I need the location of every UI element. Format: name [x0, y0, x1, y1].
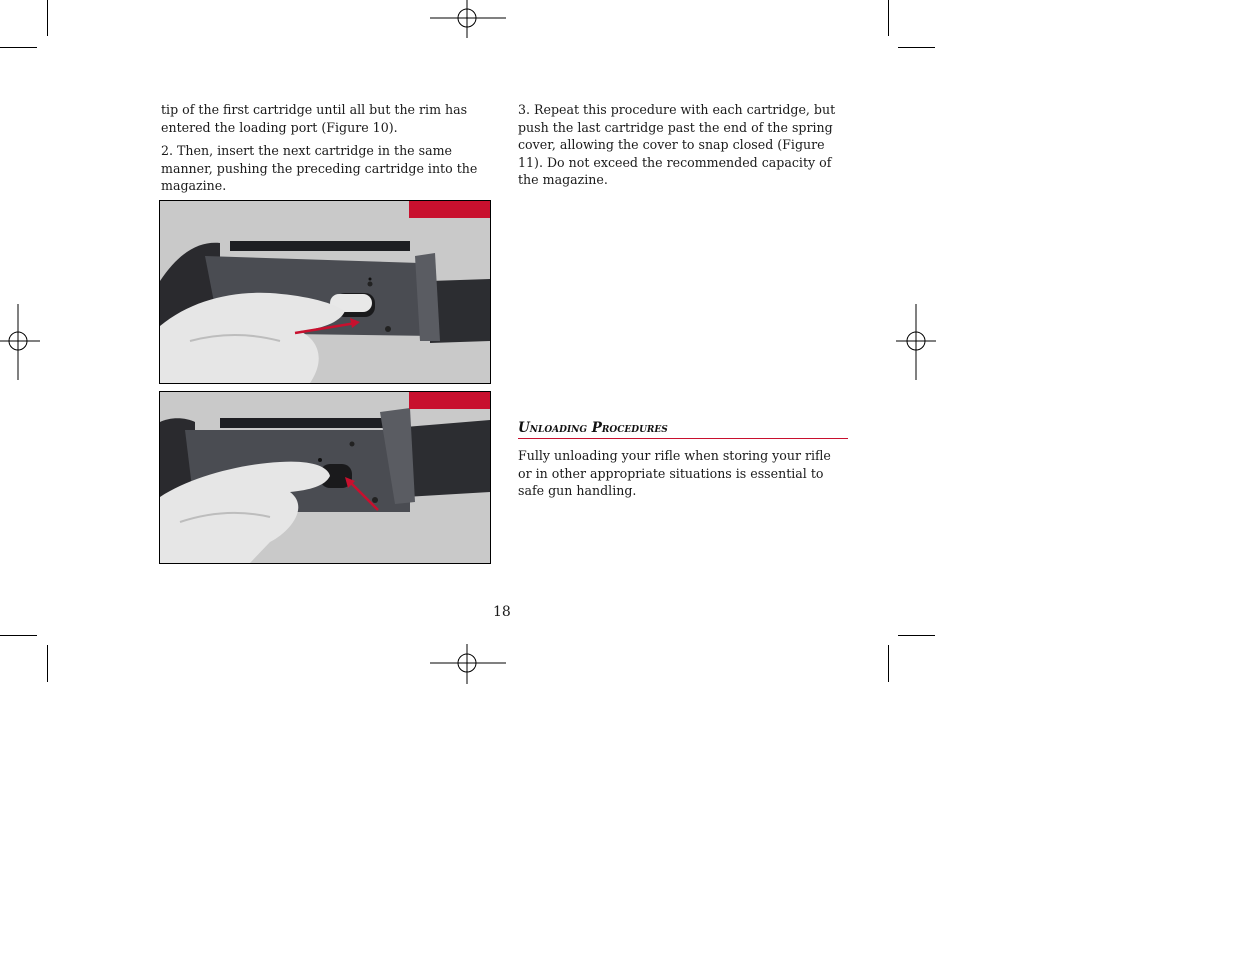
- left-column: [161, 101, 491, 201]
- registration-mark-icon: [430, 0, 506, 38]
- figure-10-label-tab: [409, 201, 490, 218]
- paragraph-continuation: tip of the first cartridge until all but the rim has entered the loading port (Figure 10).: [161, 102, 468, 135]
- crop-mark: [47, 645, 48, 682]
- right-column: [518, 101, 853, 195]
- paragraph-step-3: 3. Repeat this procedure with each cartridge, but push the last cartridge past the end of the spring cover, allowing the cover to snap closed (Figure 11). Do not exceed the recommended capacity of the magazine.: [518, 102, 836, 187]
- crop-mark: [0, 635, 37, 636]
- registration-mark-icon: [430, 644, 506, 684]
- crop-mark: [47, 0, 48, 36]
- rifle-spring-cover-illustration: [160, 392, 490, 563]
- paragraph-step-2: 2. Then, insert the next cartridge in the same manner, pushing the preceding cartridge into the magazine.: [161, 143, 478, 193]
- crop-mark: [0, 47, 37, 48]
- registration-mark-icon: [896, 304, 936, 380]
- unloading-paragraph: Fully unloading your rifle when storing your rifle or in other appropriate situations is essential to safe gun handling.: [518, 448, 831, 498]
- figure-10-photo: [159, 200, 491, 384]
- section-heading-unloading: Unloading Procedures: [518, 420, 848, 439]
- figure-11-label-tab: [409, 392, 490, 409]
- crop-mark: [898, 635, 935, 636]
- crop-mark: [888, 645, 889, 682]
- page-number: 18: [493, 604, 511, 620]
- registration-mark-icon: [0, 304, 40, 380]
- rifle-receiver-loading-illustration: [160, 201, 490, 383]
- crop-mark: [898, 47, 935, 48]
- crop-mark: [888, 0, 889, 36]
- figure-11-photo: [159, 391, 491, 564]
